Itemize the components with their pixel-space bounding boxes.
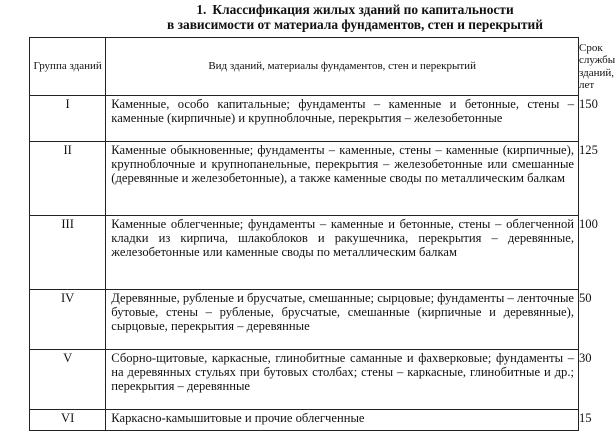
row-group: V: [30, 350, 106, 410]
table-row: I Каменные, особо капитальные; фундаменты – каменные и бетонные, стены – каменные (кирпичные) и крупноблочные, перекрытия – железобетонные 150: [30, 96, 579, 142]
table-row: V Сборно-щитовые, каркасные, глинобитные саманные и фахверковые; фундаменты – на деревянных стульях при бутовых столбах; стены – каркасные, глинобитные и др.; перекрытия – деревянные 30: [30, 350, 579, 410]
table-header-row: Группа зданий Вид зданий, материалы фундаментов, стен и перекрытий Срок службы зданий, лет: [30, 38, 579, 96]
row-group: VI: [30, 410, 106, 431]
table-row: III Каменные облегченные; фундаменты – каменные и бетонные, стены – облегченной кладки из кирпича, шлакоблоков и ракушечника, перекрытия – деревянные, железобетонные или каменные своды по металлическим балкам 100: [30, 216, 579, 290]
header-description: Вид зданий, материалы фундаментов, стен и перекрытий: [106, 38, 579, 96]
row-group: III: [30, 216, 106, 290]
row-group: IV: [30, 290, 106, 350]
header-group: Группа зданий: [30, 38, 106, 96]
row-description: Каменные обыкновенные; фундаменты – каменные, стены – каменные (кирпичные), крупноблочные и крупнопанельные, перекрытия – железобетонные или смешанные (деревянные и железобетонные), а также каменные своды по металлическим балкам: [106, 142, 579, 216]
row-group: II: [30, 142, 106, 216]
title-line-1: Классификация жилых зданий по капитальности: [212, 2, 514, 17]
table-row: VI Каркасно-камышитовые и прочие облегченные 15: [30, 410, 579, 431]
row-description: Сборно-щитовые, каркасные, глинобитные саманные и фахверковые; фундаменты – на деревянных стульях при бутовых столбах; стены – каркасные, глинобитные и др.; перекрытия – деревянные: [106, 350, 579, 410]
row-description: Каркасно-камышитовые и прочие облегченные: [106, 410, 579, 431]
table-title: [120, 2, 590, 32]
row-group: I: [30, 96, 106, 142]
table-row: IV Деревянные, рубленые и брусчатые, смешанные; сырцовые; фундаменты – ленточные бутовые, стены – рубленые, брусчатые, смешанные (кирпичные и деревянные), сырцовые, перекрытия – деревянные 50: [30, 290, 579, 350]
row-description: Деревянные, рубленые и брусчатые, смешанные; сырцовые; фундаменты – ленточные бутовые, стены – рубленые, брусчатые, смешанные (кирпичные и деревянные), сырцовые, перекрытия – деревянные: [106, 290, 579, 350]
table-row: II Каменные обыкновенные; фундаменты – каменные, стены – каменные (кирпичные), крупноблочные и крупнопанельные, перекрытия – железобетонные или смешанные (деревянные и железобетонные), а также каменные своды по металлическим балкам 125: [30, 142, 579, 216]
row-description: Каменные, особо капитальные; фундаменты – каменные и бетонные, стены – каменные (кирпичные) и крупноблочные, перекрытия – железобетонные: [106, 96, 579, 142]
classification-table: [29, 37, 615, 431]
table-number: 1.: [196, 2, 207, 17]
title-line-2: в зависимости от материала фундаментов, стен и перекрытий: [167, 17, 543, 32]
row-description: Каменные облегченные; фундаменты – каменные и бетонные, стены – облегченной кладки из кирпича, шлакоблоков и ракушечника, перекрытия – деревянные, железобетонные или каменные своды по металлическим балкам: [106, 216, 579, 290]
